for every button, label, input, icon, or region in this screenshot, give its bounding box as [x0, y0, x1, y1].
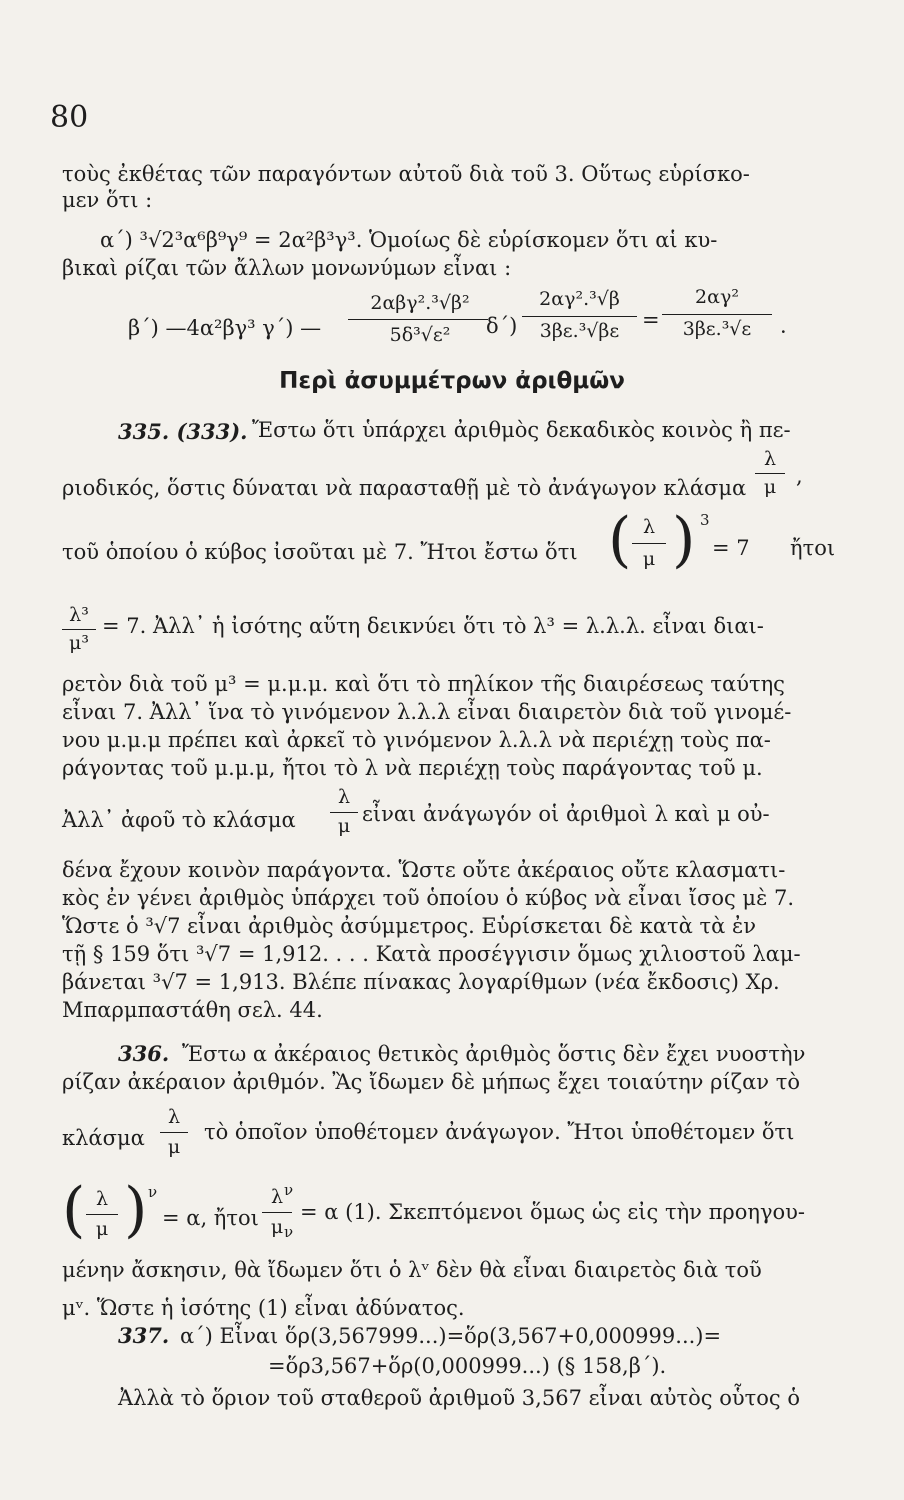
fraction-bar: [262, 1212, 292, 1213]
text-line: κλάσμα: [62, 1126, 145, 1150]
text-line: τὸ ὁποῖον ὑποθέτομεν ἀνάγωγον. Ἤτοι ὑποθέτομεν ὅτι: [204, 1120, 795, 1144]
text-line: ἤτοι: [790, 536, 836, 560]
text-line: τοὺς ἐκθέτας τῶν παραγόντων αὐτοῦ διὰ τοῦ 3. Οὕτως εὑρίσκο-: [62, 162, 750, 186]
fraction-bar: [348, 319, 488, 320]
section-heading: Περὶ ἀσυμμέτρων ἀριθμῶν: [279, 368, 625, 394]
formula-label: β΄) —4α²βγ³ γ΄) —: [128, 316, 322, 340]
exponent: ν: [148, 1183, 158, 1201]
text-line: κὸς ἐν γένει ἀριθμὸς ὑπάρχει τοῦ ὁποίου ὁ κύβος νὰ εἶναι ἴσος μὲ 7.: [62, 886, 795, 910]
fraction-bar: [632, 543, 666, 544]
text-line: α΄) Εἶναι ὅρ(3,567999...)=ὅρ(3,567+0,000999...)=: [180, 1324, 722, 1348]
fraction-bar: [86, 1214, 118, 1215]
text-line: =ὅρ3,567+ὅρ(0,000999...) (§ 158,β΄).: [268, 1354, 667, 1378]
fraction-numerator: 2αβγ².³√β²: [370, 292, 470, 314]
text-line: Ὥστε ὁ ³√7 εἶναι ἀριθμὸς ἀσύμμετρος. Εὑρίσκεται δὲ κατὰ τὰ ἐν: [62, 914, 757, 938]
fraction-bar: [330, 812, 358, 813]
fraction-bar: [160, 1132, 188, 1133]
text-line: βικαὶ ρίζαι τῶν ἄλλων μονωνύμων εἶναι :: [62, 256, 512, 280]
text-line: μᵛ. Ὥστε ἡ ἰσότης (1) εἶναι ἀδύνατος.: [62, 1296, 465, 1320]
fraction-denominator: μ: [337, 815, 351, 837]
text-line: ρετὸν διὰ τοῦ μ³ = μ.μ.μ. καὶ ὅτι τὸ πηλίκον τῆς διαιρέσεως ταύτης: [62, 672, 785, 696]
text-line: Μπαρμπαστάθη σελ. 44.: [62, 998, 323, 1022]
text-line: Ἔστω α ἀκέραιος θετικὸς ἀριθμὸς ὅστις δὲν ἔχει νυοστὴν: [182, 1042, 806, 1066]
fraction-denominator: μ: [167, 1136, 181, 1158]
fraction-denominator: 3βε.³√βε: [539, 320, 620, 342]
text-line: δένα ἔχουν κοινὸν παράγοντα. Ὥστε οὔτε ἀκέραιος οὔτε κλασματι-: [62, 858, 786, 882]
formula-label: δ΄): [486, 314, 518, 338]
fraction-denominator: 5δ³√ε²: [389, 324, 451, 346]
text-line: εἶναι 7. Ἀλλ᾽ ἵνα τὸ γινόμενον λ.λ.λ εἶναι διαιρετὸν διὰ τοῦ γινομέ-: [62, 700, 792, 724]
fraction-numerator: λ: [167, 1106, 181, 1128]
fraction-denominator: μ³: [69, 632, 89, 654]
text-line: α΄) ³√2³α⁶β⁹γ⁹ = 2α²β³γ³. Ὁμοίως δὲ εὑρίσκομεν ὅτι αἱ κυ-: [100, 228, 718, 252]
text-line: νου μ.μ.μ πρέπει καὶ ἀρκεῖ τὸ γινόμενον λ.λ.λ νὰ περιέχῃ τοὺς πα-: [62, 728, 771, 752]
paragraph-number: 335. (333).: [118, 419, 248, 444]
exponent: ν: [284, 1181, 294, 1199]
fraction-denominator: μ: [270, 1216, 284, 1238]
text-line: Ἀλλ᾽ ἀφοῦ τὸ κλάσμα: [62, 808, 296, 832]
fraction-numerator: λ: [642, 516, 656, 538]
fraction-numerator: λ³: [69, 604, 89, 626]
text-line: τοῦ ὁποίου ὁ κύβος ἰσοῦται μὲ 7. Ἤτοι ἔστω ὅτι: [62, 540, 578, 564]
fraction-numerator: λ: [270, 1186, 284, 1208]
equation-rhs: = 7: [712, 536, 750, 560]
text-line: = α (1). Σκεπτόμενοι ὅμως ὡς εἰς τὴν προηγου-: [300, 1200, 806, 1224]
comma: ,: [796, 464, 803, 488]
dot: ·: [780, 320, 787, 344]
fraction-numerator: 2αγ²: [695, 286, 739, 308]
fraction-numerator: λ: [95, 1188, 109, 1210]
fraction-bar: [522, 316, 637, 317]
text-line: = 7. Ἀλλ᾽ ἡ ἰσότης αὕτη δεικνύει ὅτι τὸ λ³ = λ.λ.λ. εἶναι διαι-: [102, 614, 764, 638]
paragraph-number: 336.: [118, 1041, 170, 1066]
text-line: ράγοντας τοῦ μ.μ.μ, ἤτοι τὸ λ νὰ περιέχῃ τοὺς παράγοντας τοῦ μ.: [62, 756, 763, 780]
book-page: 80 τοὺς ἐκθέτας τῶν παραγόντων αὐτοῦ διὰ τοῦ 3. Οὕτως εὑρίσκο- μεν ὅτι : α΄) ³√2³α⁶β⁹γ⁹ = 2α²β³γ³. Ὁμοίως δὲ εὑρίσκομεν ὅτι αἱ κυ- βικαὶ ρίζαι τῶν ἄλλων μονωνύμων εἶναι : β΄) —4α²βγ³ γ΄) — 2αβγ².³√β² 5δ³√ε² δ΄) 2αγ².³√β 3βε.³√βε = 2αγ² 3βε.³√ε · Περὶ ἀσυμμέτρων ἀριθμῶν 335. (333). Ἔστω ὅτι ὑπάρχει ἀριθμὸς δεκαδικὸς κοινὸς ἢ πε- ριοδικός, ὅστις δύναται νὰ παρασταθῇ μὲ τὸ ἀνάγωγον κλάσμα λ μ , τοῦ ὁποίου ὁ κύβος ἰσοῦται μὲ 7. Ἤτοι ἔστω ὅτι ( λ μ ) 3 = 7 ἤτοι λ³ μ³ = 7. Ἀλλ᾽ ἡ ἰσότης αὕτη δεικνύει ὅτι τὸ λ³ = λ.λ.λ. εἶναι διαι- ρετὸν διὰ τοῦ μ³ = μ.μ.μ. καὶ ὅτι τὸ πηλίκον τῆς διαιρέσεως ταύτης εἶναι 7. Ἀλλ᾽ ἵνα τὸ γινόμενον λ.λ.λ εἶναι διαιρετὸν διὰ τοῦ γινομέ- νου μ.μ.μ πρέπει καὶ ἀρκεῖ τὸ γινόμενον λ.λ.λ νὰ περιέχῃ τοὺς πα- ράγοντας τοῦ μ.μ.μ, ἤτοι τὸ λ νὰ περιέχῃ τοὺς παράγοντας τοῦ μ. Ἀλλ᾽ ἀφοῦ τὸ κλάσμα λ μ εἶναι ἀνάγωγόν οἱ ἀριθμοὶ λ καὶ μ οὐ- δένα ἔχουν κοινὸν παράγοντα. Ὥστε οὔτε ἀκέραιος οὔτε κλασματι- κὸς ἐν γένει ἀριθμὸς ὑπάρχει τοῦ ὁποίου ὁ κύβος νὰ εἶναι ἴσος μὲ 7. Ὥστε ὁ ³√7 εἶναι ἀριθμὸς ἀσύμμετρος. Εὑρίσκεται δὲ κατὰ τὰ ἐν τῇ § 159 ὅτι ³√7 = 1,912. . . . Κατὰ προσέγγισιν ὅμως χιλιοστοῦ λαμ- βάνεται ³√7 = 1,913. Βλέπε πίνακας λογαρίθμων (νέα ἔκδοσις) Χρ. Μπαρμπαστάθη σελ. 44. 336. Ἔστω α ἀκέραιος θετικὸς ἀριθμὸς ὅστις δὲν ἔχει νυοστὴν ρίζαν ἀκέραιον ἀριθμόν. Ἂς ἴδωμεν δὲ μήπως ἔχει τοιαύτην ρίζαν τὸ κλάσμα λ μ τὸ ὁποῖον ὑποθέτομεν ἀνάγωγον. Ἤτοι ὑποθέτομεν ὅτι ( λ μ ) ν = α, ἤτοι λ ν μ ν = α (1). Σκεπτόμενοι ὅμως ὡς εἰς τὴν προηγου- μένην ἄσκησιν, θὰ ἴδωμεν ὅτι ὁ λᵛ δὲν θὰ εἶναι διαιρετὸς διὰ τοῦ μᵛ. Ὥστε ἡ ἰσότης (1) εἶναι ἀδύνατος. 337. α΄) Εἶναι ὅρ(3,567999...)=ὅρ(3,567+0,000999...)= =ὅρ3,567+ὅρ(0,000999...) (§ 158,β΄). Ἀλλὰ τὸ ὅριον τοῦ σταθεροῦ ἀριθμοῦ 3,567 εἶναι αὐτὸς οὗτος ὁ: [0, 0, 904, 1500]
text-line: βάνεται ³√7 = 1,913. Βλέπε πίνακας λογαρίθμων (νέα ἔκδοσις) Χρ.: [62, 970, 780, 994]
text-line: Ἀλλὰ τὸ ὅριον τοῦ σταθεροῦ ἀριθμοῦ 3,567 εἶναι αὐτὸς οὗτος ὁ: [118, 1386, 800, 1410]
text-line: τῇ § 159 ὅτι ³√7 = 1,912. . . . Κατὰ προσέγγισιν ὅμως χιλιοστοῦ λαμ-: [62, 942, 801, 966]
exponent: 3: [700, 511, 710, 529]
fraction-bar: [62, 629, 96, 630]
text-line: = α, ἤτοι: [162, 1206, 259, 1230]
fraction-numerator: λ: [337, 786, 351, 808]
text-line: ριοδικός, ὅστις δύναται νὰ παρασταθῇ μὲ τὸ ἀνάγωγον κλάσμα: [62, 476, 747, 500]
text-line: Ἔστω ὅτι ὑπάρχει ἀριθμὸς δεκαδικὸς κοινὸς ἢ πε-: [252, 418, 791, 442]
equals-sign: =: [642, 308, 660, 332]
text-line: ρίζαν ἀκέραιον ἀριθμόν. Ἂς ἴδωμεν δὲ μήπως ἔχει τοιαύτην ρίζαν τὸ: [62, 1070, 800, 1094]
text-line: μεν ὅτι :: [62, 188, 153, 212]
fraction-denominator: μ: [763, 476, 777, 498]
exponent: ν: [284, 1223, 294, 1241]
text-line: μένην ἄσκησιν, θὰ ἴδωμεν ὅτι ὁ λᵛ δὲν θὰ εἶναι διαιρετὸς διὰ τοῦ: [62, 1258, 762, 1282]
fraction-bar: [755, 473, 785, 474]
fraction-numerator: 2αγ².³√β: [539, 288, 620, 310]
fraction-denominator: 3βε.³√ε: [682, 318, 752, 340]
fraction-numerator: λ: [763, 448, 777, 470]
fraction-denominator: μ: [642, 548, 656, 570]
paragraph-number: 337.: [118, 1323, 170, 1348]
text-line: εἶναι ἀνάγωγόν οἱ ἀριθμοὶ λ καὶ μ οὐ-: [362, 802, 770, 826]
page-number: 80: [50, 100, 89, 135]
fraction-bar: [662, 314, 772, 315]
fraction-denominator: μ: [95, 1218, 109, 1240]
